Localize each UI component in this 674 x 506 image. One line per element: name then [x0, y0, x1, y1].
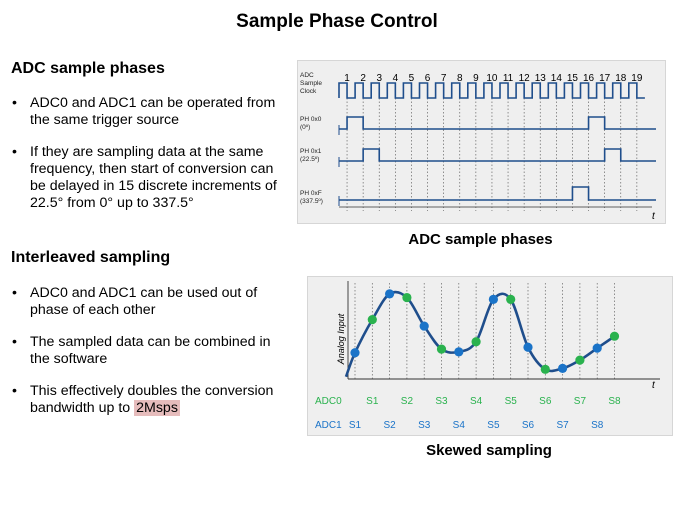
- adc0-sample-label: S1: [366, 396, 379, 407]
- clock-number: 7: [440, 73, 447, 84]
- phase-sublabel: (337.5º): [300, 198, 323, 205]
- clock-number: 10: [486, 73, 498, 84]
- adc0-sample-label: S5: [504, 396, 517, 407]
- adc1-sample-label: S6: [521, 420, 535, 431]
- y-axis-label: Analog Input: [336, 313, 346, 365]
- clock-number: 13: [534, 73, 546, 84]
- phase-waveform: [339, 117, 656, 129]
- page-title: Sample Phase Control: [236, 11, 438, 32]
- bullet-list-interleaved: [11, 285, 281, 417]
- adc0-sample-label: S6: [539, 396, 552, 407]
- adc1-sample-point: [558, 364, 567, 373]
- clock-number: 18: [615, 73, 627, 84]
- time-axis-label: t: [652, 211, 655, 222]
- adc1-sample-point: [523, 343, 532, 352]
- adc1-sample-point: [593, 344, 602, 353]
- adc0-sample-point: [472, 337, 481, 346]
- adc1-sample-point: [420, 321, 429, 330]
- clock-number: 6: [424, 73, 431, 84]
- adc0-sample-label: S2: [400, 396, 414, 407]
- timing-diagram-panel: [297, 60, 666, 224]
- bullet-item: • ADC0 and ADC1 can be used out of phase of each other: [11, 285, 281, 319]
- phase-sublabel: (22.5º): [300, 156, 320, 163]
- clock-number: 17: [599, 73, 611, 84]
- adc0-sample-point: [506, 295, 515, 304]
- adc1-sample-label: S8: [591, 420, 604, 431]
- adc0-sample-point: [368, 315, 377, 324]
- bullet-item: • If they are sampling data at the same frequency, then start of conversion can be delayed in 15 discrete increments of 22.5° from 0° up to 337.5°: [11, 144, 281, 212]
- clock-number: 15: [566, 73, 579, 84]
- highlight-2msps: 2Msps: [136, 400, 178, 416]
- clock-number: 11: [502, 73, 514, 84]
- timing-diagram: [298, 61, 665, 223]
- skewed-sampling-chart: [308, 277, 672, 435]
- phase-label: PH 0x1: [300, 148, 322, 155]
- adc0-sample-label: S3: [435, 396, 448, 407]
- bullet-item: [11, 383, 281, 417]
- adc0-sample-point: [575, 356, 584, 365]
- adc1-row-label: ADC1: [315, 420, 342, 431]
- adc0-sample-label: S4: [469, 396, 483, 407]
- adc1-sample-label: S2: [383, 420, 396, 431]
- adc0-row-label: ADC0: [315, 396, 342, 407]
- bullet-item: • The sampled data can be combined in the software: [11, 334, 281, 368]
- section-heading-adc-phases: ADC sample phases: [11, 60, 165, 77]
- clock-label: ADC: [300, 72, 314, 79]
- adc1-sample-label: S4: [452, 420, 465, 431]
- adc1-sample-point: [489, 295, 498, 304]
- phase-label: PH 0xF: [300, 190, 322, 197]
- analog-signal-curve: [346, 292, 617, 377]
- clock-number: 14: [550, 73, 562, 84]
- clock-waveform: [339, 83, 645, 98]
- clock-number: 1: [344, 73, 350, 84]
- clock-number: 2: [360, 73, 366, 84]
- adc0-sample-point: [402, 293, 411, 302]
- adc1-sample-point: [350, 348, 359, 357]
- phase-waveform: [339, 187, 656, 200]
- clock-number: 3: [376, 73, 383, 84]
- adc1-sample-label: S1: [348, 420, 362, 431]
- phase-waveform: [339, 149, 656, 161]
- clock-number: 12: [518, 73, 530, 84]
- adc1-sample-point: [454, 347, 463, 356]
- timing-caption: ADC sample phases: [408, 231, 553, 248]
- adc1-sample-point: [385, 289, 394, 298]
- adc1-sample-label: S7: [556, 420, 569, 431]
- clock-number: 4: [392, 73, 399, 84]
- x-axis-label: t: [652, 380, 655, 391]
- adc1-sample-label: S3: [418, 420, 431, 431]
- skewed-caption: Skewed sampling: [426, 442, 552, 459]
- adc0-sample-point: [610, 332, 619, 341]
- adc0-sample-label: S8: [608, 396, 621, 407]
- bullet-list-adc-phases: [11, 95, 281, 212]
- phase-sublabel: (0º): [300, 124, 311, 131]
- bullet-item: • ADC0 and ADC1 can be operated from the same trigger source: [11, 95, 281, 129]
- bullet-text: This effectively doubles the conversion bandwidth up to: [30, 383, 274, 416]
- clock-number: 9: [473, 73, 479, 84]
- adc1-sample-label: S5: [487, 420, 500, 431]
- phase-label: PH 0x0: [300, 116, 322, 123]
- clock-label: Clock: [300, 88, 317, 95]
- adc0-sample-point: [541, 365, 550, 374]
- clock-number: 19: [631, 73, 643, 84]
- adc0-sample-label: S7: [573, 396, 587, 407]
- clock-number: 8: [456, 73, 463, 84]
- skewed-sampling-panel: [307, 276, 673, 436]
- adc0-sample-point: [437, 344, 446, 353]
- section-heading-interleaved: Interleaved sampling: [11, 249, 171, 266]
- clock-number: 5: [408, 73, 415, 84]
- clock-number: 16: [582, 73, 595, 84]
- clock-label: Sample: [300, 80, 323, 87]
